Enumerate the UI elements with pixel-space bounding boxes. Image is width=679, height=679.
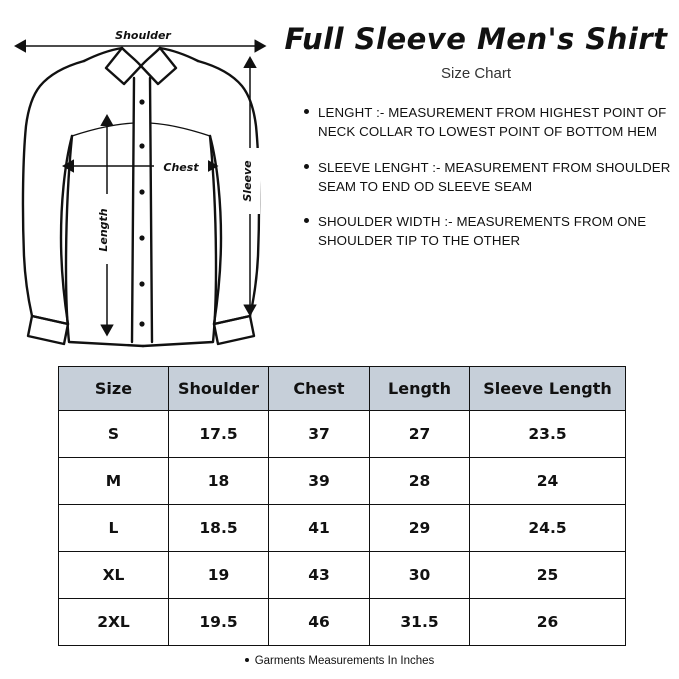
cell-chest: 39 (269, 458, 370, 505)
size-table (58, 366, 626, 646)
label-shoulder: Shoulder (115, 29, 171, 42)
page-subtitle: Size Chart (440, 64, 512, 82)
cell-shoulder: 19 (169, 552, 269, 599)
note-item (304, 104, 676, 142)
table-row (59, 411, 626, 458)
size-table-container (58, 366, 625, 646)
shirt-illustration (6, 6, 276, 362)
column-header-size: Size (59, 367, 169, 411)
cell-size: XL (59, 552, 169, 599)
cell-size: L (59, 505, 169, 552)
cell-chest: 41 (269, 505, 370, 552)
bullet-dot-icon (304, 218, 309, 223)
page-title: Full Sleeve Men's Shirt (284, 22, 668, 56)
cell-length: 30 (370, 552, 470, 599)
table-row (59, 458, 626, 505)
bullet-dot-icon (245, 658, 249, 662)
note-item (304, 213, 676, 251)
cell-shoulder: 18.5 (169, 505, 269, 552)
note-item (304, 159, 676, 197)
note-text: SLEEVE LENGHT :- MEASUREMENT FROM SHOULDER SEAM TO END OD SLEEVE SEAM (318, 159, 671, 194)
info-column (276, 10, 676, 360)
cell-length: 31.5 (370, 599, 470, 646)
note-text: LENGHT :- MEASUREMENT FROM HIGHEST POINT OF NECK COLLAR TO LOWEST POINT OF BOTTOM HEM (318, 104, 667, 139)
cell-sleeve-length: 24.5 (470, 505, 626, 552)
cell-size: S (59, 411, 169, 458)
cell-chest: 43 (269, 552, 370, 599)
cell-length: 29 (370, 505, 470, 552)
column-header-shoulder: Shoulder (169, 367, 269, 411)
cell-sleeve-length: 24 (470, 458, 626, 505)
cell-sleeve-length: 26 (470, 599, 626, 646)
table-header-row (59, 367, 626, 411)
cell-sleeve-length: 25 (470, 552, 626, 599)
cell-shoulder: 18 (169, 458, 269, 505)
label-sleeve: Sleeve (241, 160, 254, 202)
table-row (59, 599, 626, 646)
cell-size: 2XL (59, 599, 169, 646)
cell-shoulder: 19.5 (169, 599, 269, 646)
cell-size: M (59, 458, 169, 505)
column-header-sleeve-length: Sleeve Length (470, 367, 626, 411)
label-length: Length (97, 208, 110, 252)
cell-length: 27 (370, 411, 470, 458)
cell-shoulder: 17.5 (169, 411, 269, 458)
cell-sleeve-length: 23.5 (470, 411, 626, 458)
footnote (0, 655, 679, 667)
cell-chest: 46 (269, 599, 370, 646)
cell-chest: 37 (269, 411, 370, 458)
bullet-dot-icon (304, 164, 309, 169)
table-row (59, 505, 626, 552)
measurement-notes (276, 104, 676, 251)
footnote-text: Garments Measurements In Inches (254, 655, 435, 667)
cell-length: 28 (370, 458, 470, 505)
column-header-length: Length (370, 367, 470, 411)
label-chest: Chest (163, 161, 199, 174)
column-header-chest: Chest (269, 367, 370, 411)
bullet-dot-icon (304, 109, 309, 114)
table-row (59, 552, 626, 599)
note-text: SHOULDER WIDTH :- MEASUREMENTS FROM ONE SHOULDER TIP TO THE OTHER (318, 214, 647, 249)
